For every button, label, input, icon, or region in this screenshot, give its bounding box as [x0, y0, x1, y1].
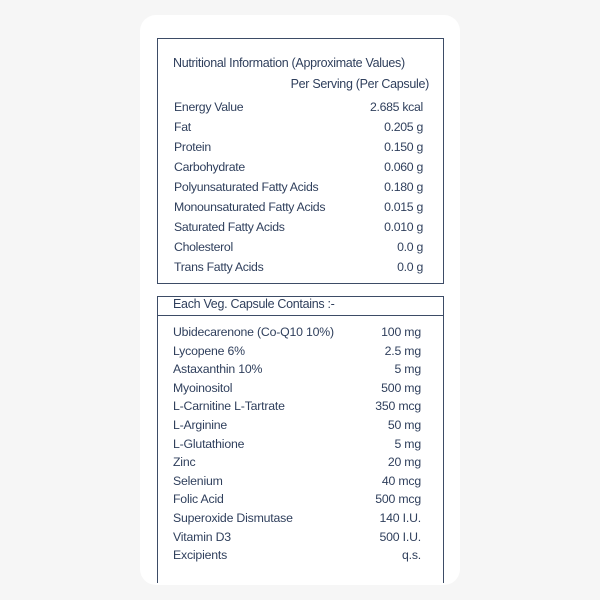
nutrient-name: Energy Value [174, 100, 244, 114]
serving-header: Per Serving (Per Capsule) [290, 77, 429, 91]
ingredient-amount: 500 mcg [375, 492, 421, 507]
nutrient-name: Polyunsaturated Fatty Acids [174, 180, 319, 194]
ingredient-name: Excipients [173, 548, 228, 563]
ingredient-row [173, 511, 421, 530]
nutrient-name: Trans Fatty Acids [174, 260, 264, 274]
ingredient-row [173, 325, 421, 344]
ingredient-row [173, 362, 421, 381]
ingredient-amount: 100 mg [381, 325, 421, 339]
ingredient-amount: 5 mg [394, 362, 421, 377]
ingredient-row [173, 530, 421, 549]
ingredient-amount: 500 I.U. [379, 529, 421, 544]
capsule-title: Each Veg. Capsule Contains :- [173, 297, 335, 311]
nutrition-row [174, 200, 423, 220]
nutrition-row [174, 220, 423, 240]
ingredient-name: Myoinositol [173, 380, 233, 395]
nutrient-amount: 0.0 g [397, 240, 423, 254]
nutrient-amount: 0.180 g [384, 180, 423, 194]
nutrition-title: Nutritional Information (Approximate Values) [173, 56, 405, 70]
ingredient-amount: 500 mg [381, 380, 421, 395]
ingredient-row [173, 474, 421, 493]
ingredient-name: Folic Acid [173, 492, 224, 507]
nutrient-amount: 0.205 g [384, 120, 423, 134]
ingredient-amount: 40 mcg [381, 473, 421, 488]
nutrient-amount: 0.150 g [384, 140, 423, 154]
nutrient-name: Carbohydrate [174, 160, 245, 174]
ingredient-name: Lycopene 6% [173, 343, 245, 358]
product-label [140, 15, 460, 585]
ingredient-amount: 2.5 mg [384, 343, 421, 358]
capsule-divider [157, 315, 444, 316]
nutrition-row [174, 260, 423, 280]
ingredient-name: Astaxanthin 10% [173, 362, 263, 377]
nutrition-row [174, 140, 423, 160]
nutrition-row [174, 240, 423, 260]
ingredient-name: L-Glutathione [173, 436, 245, 451]
ingredient-name: Ubidecarenone (Co-Q10 10%) [173, 325, 334, 339]
ingredient-name: Selenium [173, 473, 223, 488]
ingredient-row [173, 455, 421, 474]
ingredient-amount: 350 mcg [375, 399, 421, 414]
nutrient-name: Saturated Fatty Acids [174, 220, 285, 234]
nutrient-name: Cholesterol [174, 240, 233, 254]
nutrient-amount: 0.0 g [397, 260, 423, 274]
ingredient-name: L-Carnitine L-Tartrate [173, 399, 285, 414]
nutrient-amount: 0.015 g [384, 200, 423, 214]
capsule-panel [157, 296, 444, 583]
nutrient-name: Monounsaturated Fatty Acids [174, 200, 326, 214]
ingredient-name: L-Arginine [173, 418, 228, 432]
nutrient-amount: 0.010 g [384, 220, 423, 234]
nutrition-row [174, 120, 423, 140]
ingredient-amount: q.s. [401, 548, 421, 563]
ingredient-amount: 20 mg [387, 455, 421, 470]
nutrient-name: Protein [174, 140, 211, 154]
ingredient-row [173, 381, 421, 400]
nutrition-panel [157, 38, 444, 284]
ingredient-row [173, 399, 421, 418]
ingredient-amount: 140 I.U. [379, 511, 421, 525]
nutrition-row [174, 160, 423, 180]
nutrient-name: Fat [174, 120, 191, 134]
ingredient-amount: 50 mg [387, 418, 421, 432]
ingredient-row [173, 548, 421, 567]
nutrient-amount: 2.685 kcal [369, 100, 423, 114]
ingredient-row [173, 344, 421, 363]
ingredient-row [173, 437, 421, 456]
ingredient-name: Superoxide Dismutase [173, 511, 293, 525]
ingredient-name: Vitamin D3 [173, 529, 231, 544]
nutrition-row [174, 180, 423, 200]
ingredient-amount: 5 mg [394, 436, 421, 451]
ingredient-name: Zinc [173, 455, 196, 470]
nutrition-row [174, 100, 423, 120]
ingredient-row [173, 418, 421, 437]
nutrient-amount: 0.060 g [384, 160, 423, 174]
ingredient-row [173, 492, 421, 511]
